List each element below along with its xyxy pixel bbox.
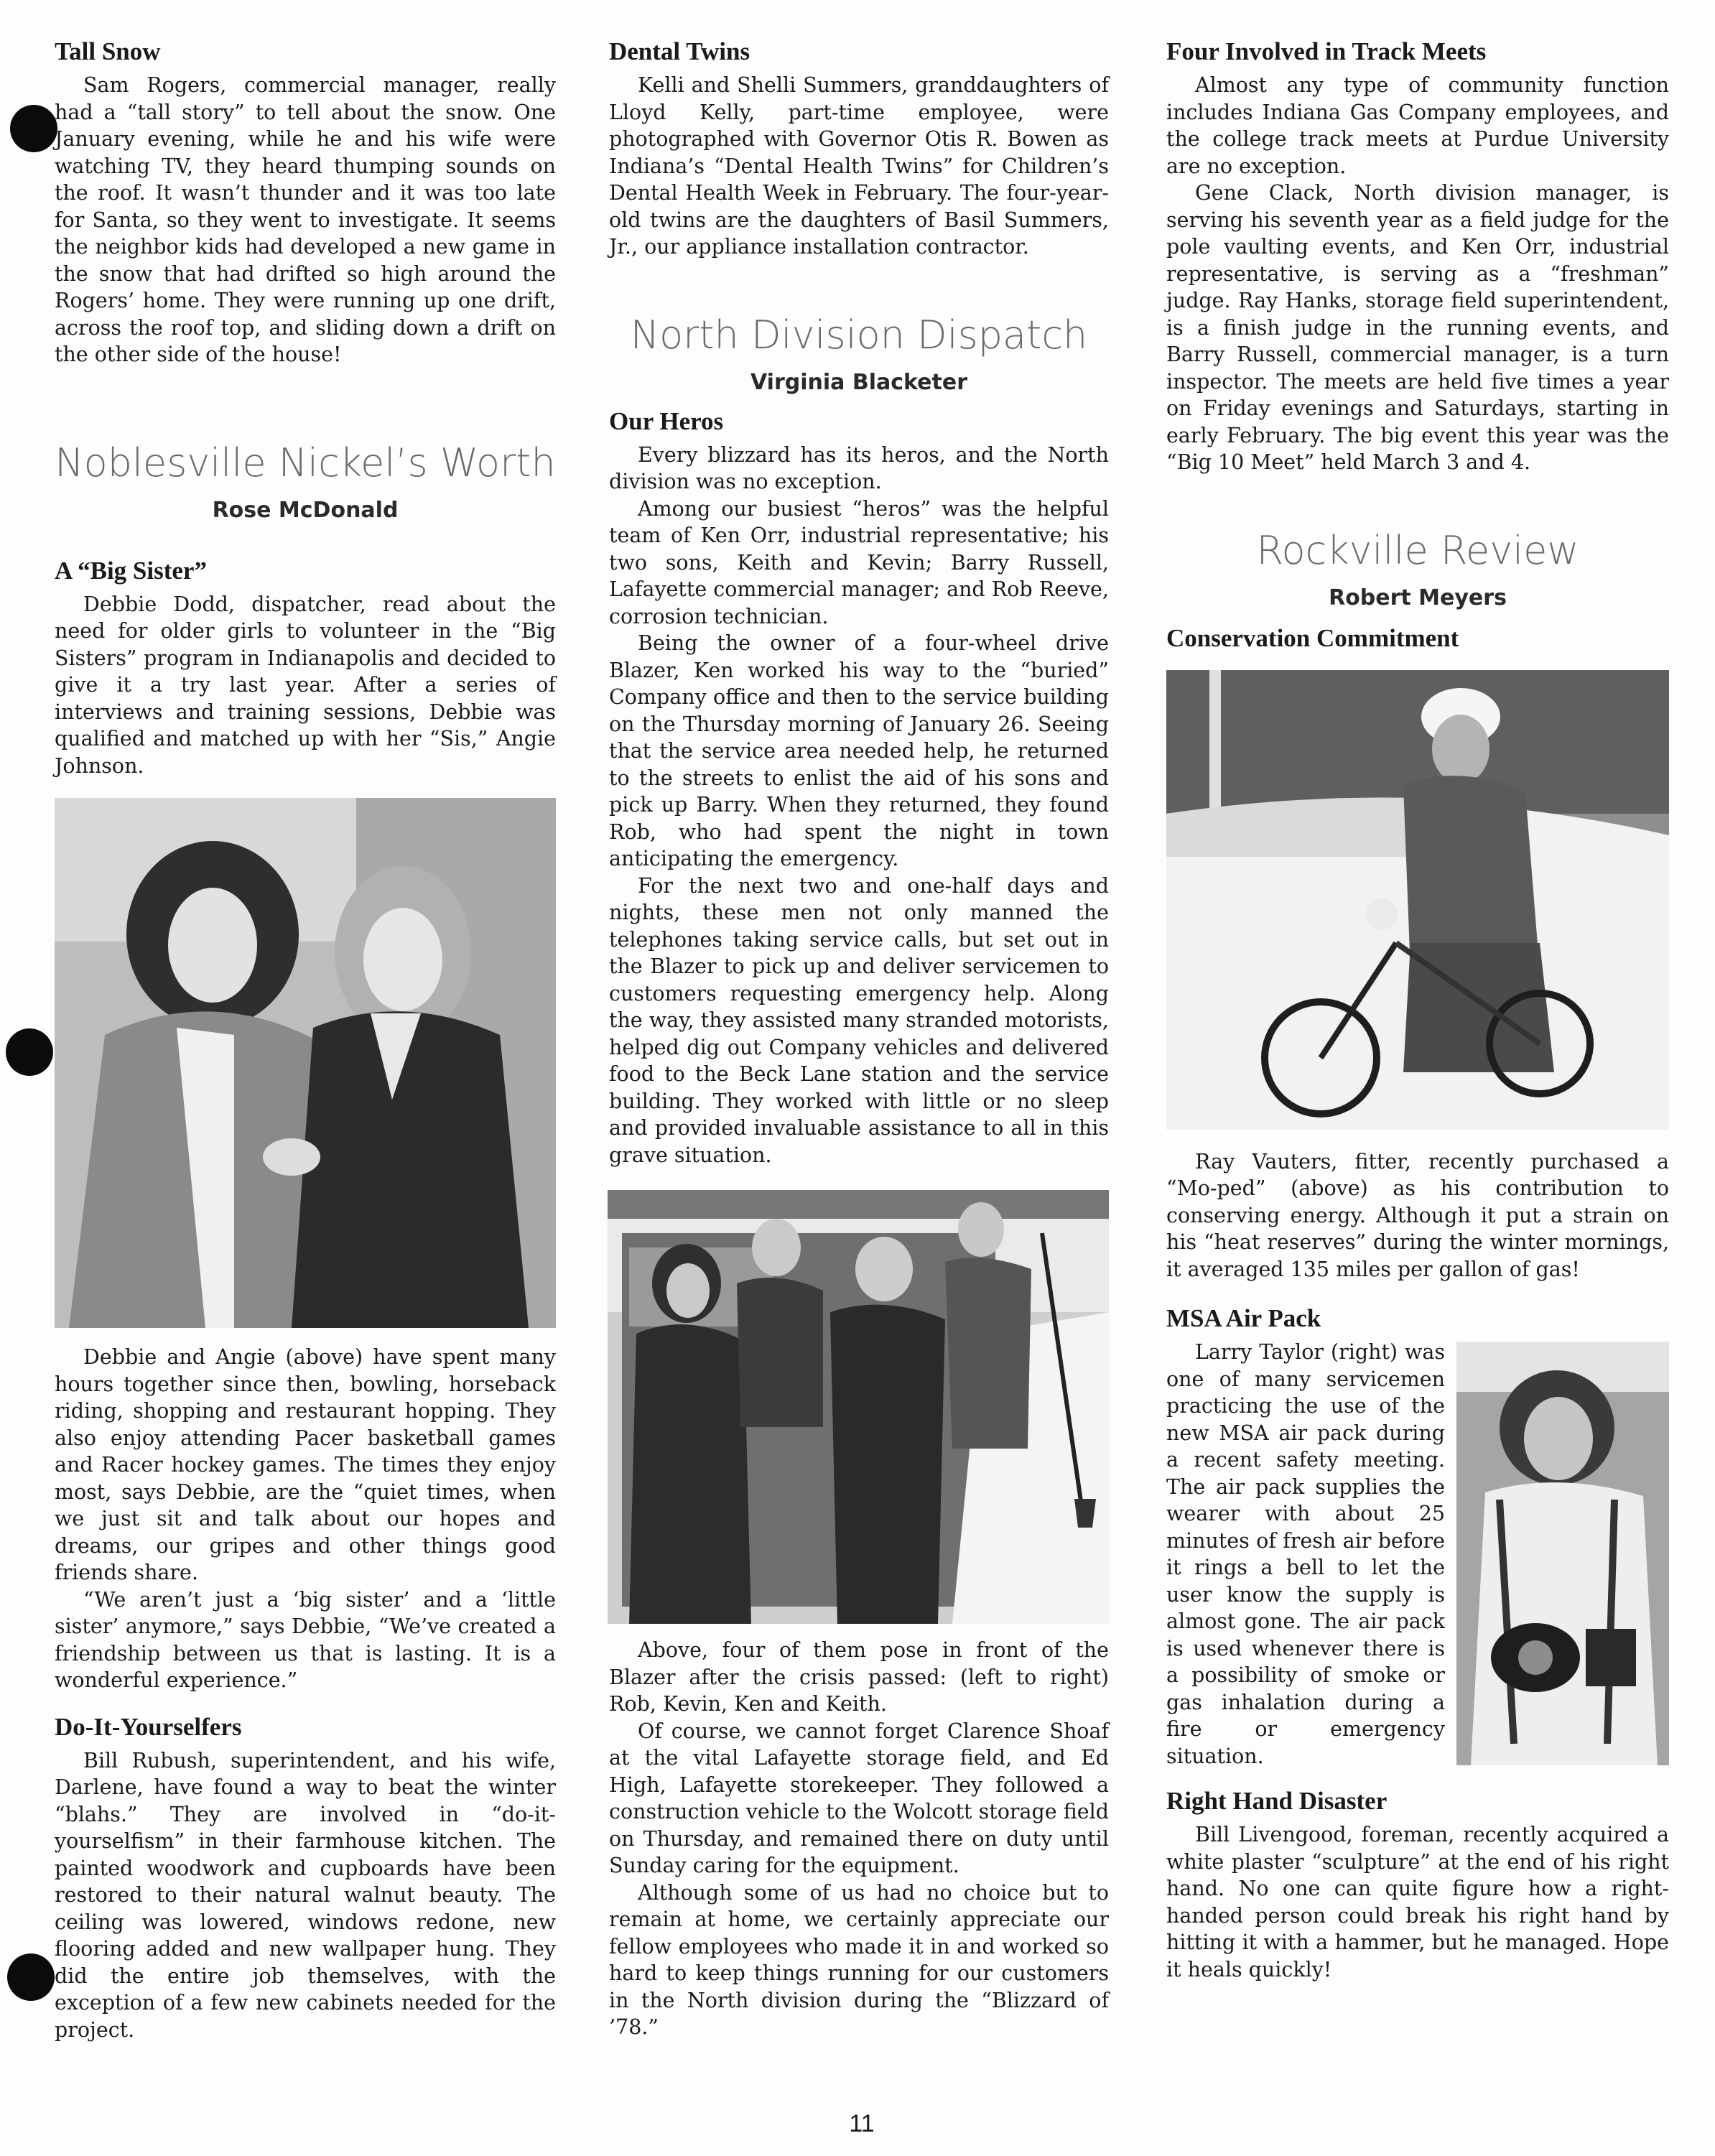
heros-text-6: Of course, we cannot forget Clarence Shoaf at the vital Lafayette storage field, and Ed High, Lafayette storekeeper. They followed a construction vehicle to the Wolcott storage field on Thursday, and remained there on duty until Sunday caring for the equipment. [609, 1719, 1109, 1877]
heros-text-7: Although some of us had no choice but to remain at home, we certainly appreciate our fellow employees who made it in and worked so hard to keep things running for our customers in the North division during the “Blizzard of ’78.” [609, 1880, 1109, 2039]
column-right [1166, 36, 1669, 1983]
heros-text-5: Above, four of them pose in front of the Blazer after the crisis passed: (left to right) Rob, Kevin, Ken and Keith. [609, 1638, 1109, 1716]
byline-noblesville: Rose McDonald [212, 497, 399, 523]
msa-text: Larry Taylor (right) was one of many servicemen practicing the use of the new MSA air pack during a recent safety meeting. The air pack supplies the wearer with about 25 minutes of fresh air before it rings a bell to let the user know the supply is almost gone. The air pack is used whenever there is a possibility of smoke or gas inhalation during a fire or emergency situation. [1166, 1340, 1445, 1768]
heros-text-1: Every blizzard has its heros, and the North division was no exception. [609, 442, 1109, 493]
headline-conservation: Conservation Commitment [1166, 623, 1459, 652]
column-middle [609, 36, 1109, 2041]
binder-hole-middle [6, 1028, 53, 1076]
binder-hole-bottom [7, 1953, 55, 2001]
photo-moped [1166, 670, 1669, 1130]
column-left [55, 36, 556, 2043]
track-text-2: Gene Clack, North division manager, is serving his seventh year as a field judge for the pole vaulting events, and Ken Orr, industrial representative, is serving as a “freshman” judge. Ray Hanks, storage field superintendent, is a finish judge in the running events, and Barry Russell, commercial manager, is a turn inspector. The meets are held five times a year on Friday evenings and Saturdays, starting in early February. The big event this year was the “Big 10 Meet” held March 3 and 4. [1166, 181, 1669, 474]
headline-tall-snow: Tall Snow [55, 37, 161, 65]
section-title-north-division: North Division Dispatch [630, 312, 1088, 358]
big-sister-text-3: “We aren’t just a ‘big sister’ and a ‘little sister’ anymore,” says Debbie, “We’ve created a friendship between us that is lasting. It is a wonderful experience.” [55, 1587, 556, 1692]
conservation-text: Ray Vauters, fitter, recently purchased a “Mo-ped” (above) as his contribution to conserving energy. Although it put a strain on his “heat reserves” during the winter mornings, it averaged 135 miles per gallon of gas! [1166, 1149, 1669, 1281]
track-text-1: Almost any type of community function includes Indiana Gas Company employees, and the college track meets at Purdue University are no exception. [1166, 73, 1669, 178]
photo-blazer-crew [608, 1190, 1109, 1624]
diy-text: Bill Rubush, superintendent, and his wife, Darlene, have found a way to beat the winter “blahs.” They are involved in “do-it-yourselfism” in their farmhouse kitchen. The painted woodwork and cupboards have been restored to their natural walnut beauty. The ceiling was lowered, windows redone, new flooring added and new wallpaper hung. They did the entire job themselves, with the exception of a few new cabinets needed for the project. [55, 1748, 556, 2042]
photo-debbie-and-angie [55, 798, 556, 1328]
big-sister-text-2: Debbie and Angie (above) have spent many hours together since then, bowling, horseback riding, shopping and restaurant hopping. They also enjoy attending Pacer basketball games and Racer hockey games. The times they enjoy most, says Debbie, are the “quiet times, when we just sit and talk about our hopes and dreams, our gripes and other things good friends share. [55, 1345, 556, 1584]
headline-right-hand: Right Hand Disaster [1166, 1787, 1388, 1815]
msa-wrap [1166, 1339, 1669, 1772]
big-sister-text-1: Debbie Dodd, dispatcher, read about the need for older girls to volunteer in the “Big Sisters” program in Indianapolis and decided to give it a try last year. After a series of interviews and training sessions, Debbie was qualified and matched up with her “Sis,” Angie Johnson. [55, 592, 556, 778]
section-title-rockville: Rockville Review [1256, 527, 1579, 573]
binder-hole-top [10, 105, 57, 152]
headline-track-meets: Four Involved in Track Meets [1166, 37, 1487, 65]
right-hand-text: Bill Livengood, foreman, recently acquired a white plaster “sculpture” at the end of his right hand. No one can quite figure how a right-handed person could break his right hand by hitting it with a hammer, but he managed. Hope it heals quickly! [1166, 1823, 1669, 1981]
headline-dental-twins: Dental Twins [609, 37, 750, 65]
byline-north-division: Virginia Blacketer [750, 369, 967, 395]
heros-text-2: Among our busiest “heros” was the helpful team of Ken Orr, industrial representative; his two sons, Keith and Kevin; Barry Russell, Lafayette commercial manager; and Rob Reeve, corrosion technician. [609, 496, 1109, 628]
heros-text-3: Being the owner of a four-wheel drive Blazer, Ken worked his way to the “buried” Company office and then to the service building on the Thursday morning of January 26. Seeing that the service area needed help, he returned to the streets to enlist the aid of his sons and pick up Barry. When they returned, they found Rob, who had spent the night in town anticipating the emergency. [609, 631, 1109, 870]
headline-big-sister: A “Big Sister” [55, 556, 207, 585]
headline-diy: Do-It-Yourselfers [55, 1712, 242, 1741]
photo-larry-taylor [1456, 1342, 1669, 1765]
headline-our-heros: Our Heros [609, 406, 724, 435]
section-title-noblesville: Noblesville Nickel’s Worth [55, 440, 556, 485]
heros-text-4: For the next two and one-half days and nights, these men not only manned the telephones taking service calls, but set out in the Blazer to pick up and deliver servicemen to customers requesting emergency help. Along the way, they assisted many stranded motorists, helped dig out Company vehicles and delivered food to the Beck Lane station and the service building. They worked with little or no sleep and provided invaluable assistance to all in this grave situation. [609, 873, 1109, 1167]
tall-snow-text: Sam Rogers, commercial manager, really had a “tall story” to tell about the snow. One January evening, while he and his wife were watching TV, they heard thumping sounds on the roof. It wasn’t thunder and it was too late for Santa, so they went to investigate. It seems the neighbor kids had developed a new game in the snow that had drifted so high around the Rogers’ home. They were running up one drift, across the roof top, and sliding down a drift on the other side of the house! [55, 73, 556, 366]
headline-msa-air-pack: MSA Air Pack [1166, 1304, 1321, 1332]
byline-rockville: Robert Meyers [1329, 585, 1507, 610]
dental-twins-text: Kelli and Shelli Summers, granddaughters of Lloyd Kelly, part-time employee, were photographed with Governor Otis R. Bowen as Indiana’s “Dental Health Twins” for Children’s Dental Health Week in February. The four-year-old twins are the daughters of Basil Summers, Jr., our appliance installation contractor. [609, 73, 1109, 259]
page-number: 11 [849, 2110, 875, 2137]
